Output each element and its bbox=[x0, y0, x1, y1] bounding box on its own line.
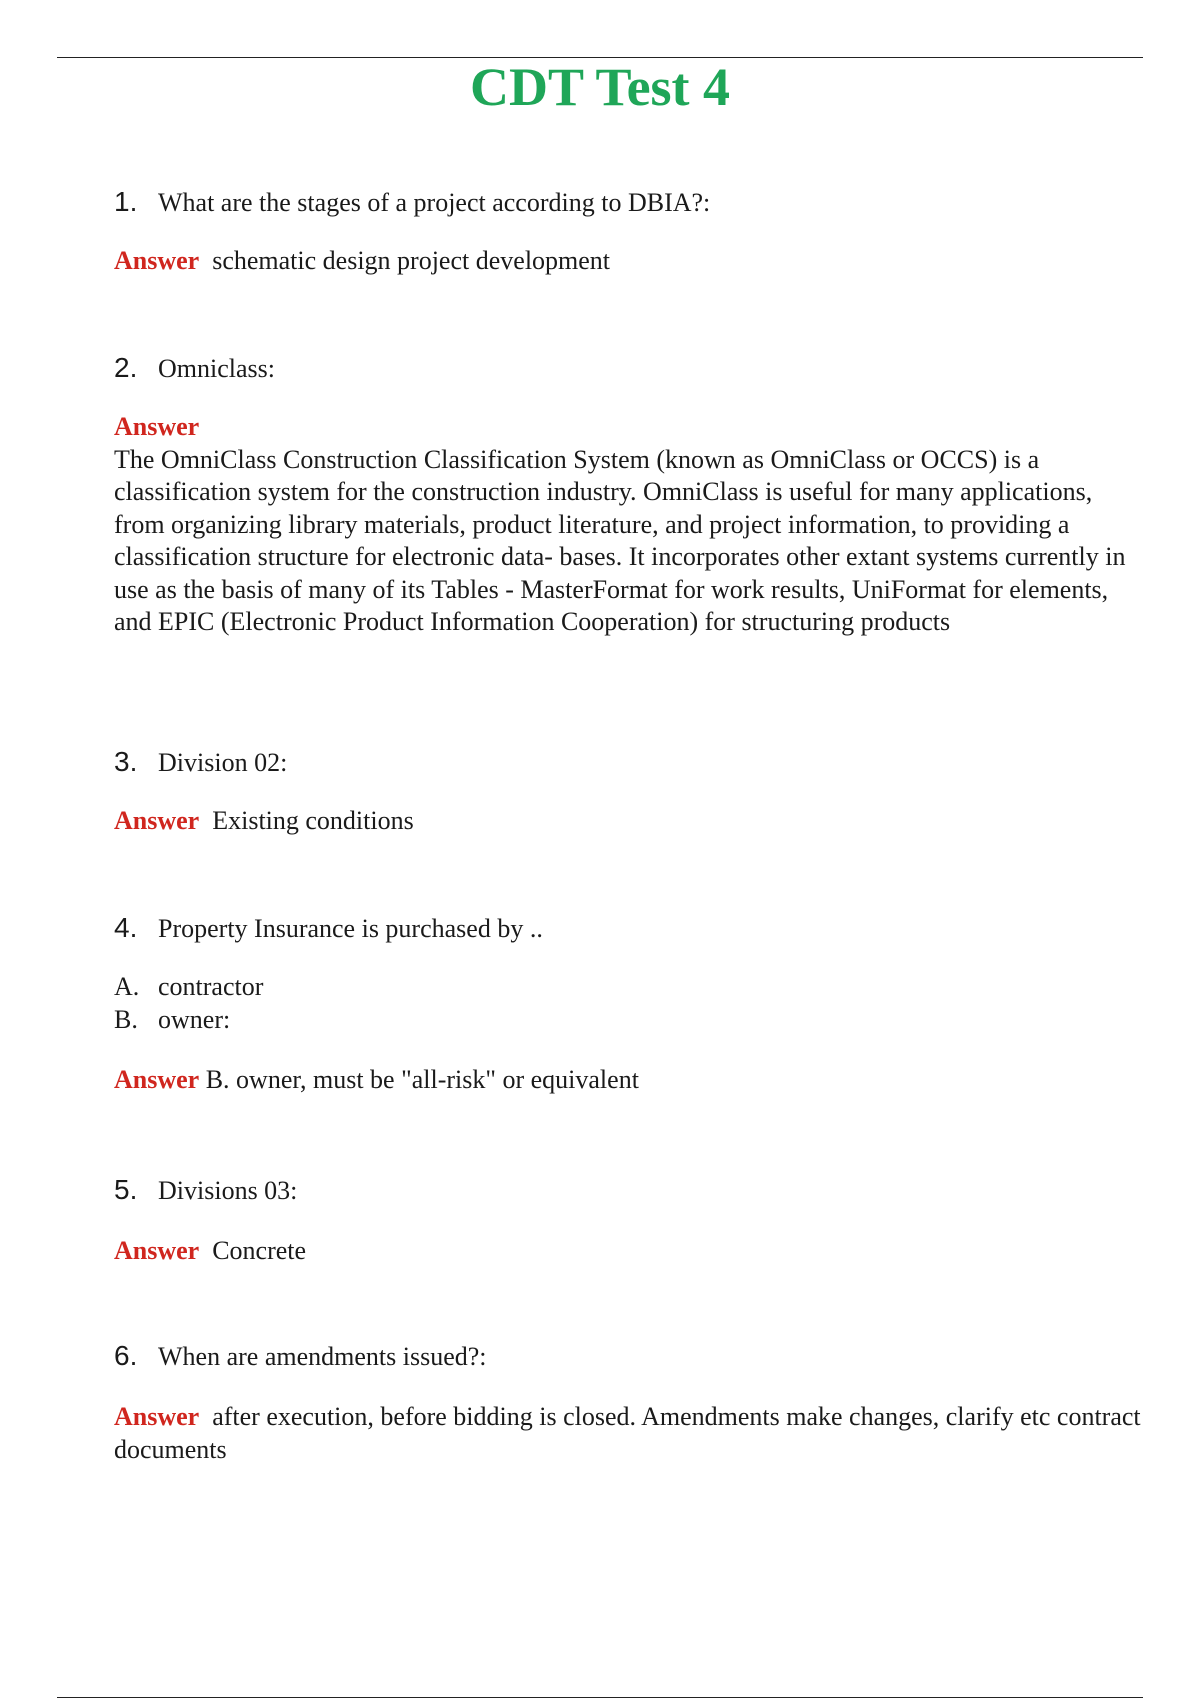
question-text: Divisions 03: bbox=[158, 1176, 298, 1205]
answer-text: Existing conditions bbox=[212, 806, 414, 835]
answer-3 bbox=[114, 805, 1144, 838]
question-3-prompt bbox=[114, 746, 1144, 779]
question-2 bbox=[114, 352, 1144, 639]
question-text: Property Insurance is purchased by .. bbox=[158, 914, 543, 943]
answer-4 bbox=[114, 1064, 1144, 1097]
answer-2 bbox=[114, 411, 1144, 639]
question-number: 6. bbox=[114, 1340, 138, 1371]
question-6-prompt bbox=[114, 1340, 1144, 1373]
answer-6 bbox=[114, 1401, 1144, 1466]
question-1 bbox=[114, 186, 1144, 278]
question-4 bbox=[114, 912, 1144, 1097]
option-b bbox=[114, 1004, 1144, 1037]
question-number: 4. bbox=[114, 912, 138, 943]
bottom-rule bbox=[57, 1697, 1143, 1698]
answer-text: Concrete bbox=[212, 1236, 307, 1265]
answer-text: B. owner, must be "all-risk" or equivalent bbox=[205, 1065, 639, 1094]
question-5-prompt bbox=[114, 1174, 1144, 1207]
option-text: contractor bbox=[158, 972, 264, 1001]
option-a bbox=[114, 971, 1144, 1004]
question-number: 5. bbox=[114, 1174, 138, 1205]
question-1-prompt bbox=[114, 186, 1144, 219]
answer-text: The OmniClass Construction Classification System (known as OmniClass or OCCS) is a classification system for the construction industry. OmniClass is useful for many applications, from organizing library materials, product literature, and project information, to providing a classification structure for electronic data- bases. It incorporates other extant systems currently in use as the basis of many of its Tables - MasterFormat for work results, UniFormat for elements, and EPIC (Electronic Product Information Cooperation) for structuring products bbox=[114, 444, 1126, 636]
question-2-prompt bbox=[114, 352, 1144, 385]
question-3 bbox=[114, 746, 1144, 838]
option-letter: B. bbox=[114, 1004, 138, 1034]
question-number: 2. bbox=[114, 352, 138, 383]
question-text: Omniclass: bbox=[158, 354, 275, 383]
answer-label: Answer bbox=[114, 246, 200, 275]
answer-1 bbox=[114, 245, 1144, 278]
answer-5 bbox=[114, 1235, 1144, 1268]
answer-label: Answer bbox=[114, 1236, 200, 1265]
answer-label: Answer bbox=[114, 412, 200, 441]
page-title: CDT Test 4 bbox=[469, 57, 731, 117]
answer-text: after execution, before bidding is closed. Amendments make changes, clarify etc contract documents bbox=[114, 1402, 1141, 1464]
answer-text: schematic design project development bbox=[212, 246, 611, 275]
answer-options bbox=[114, 971, 1144, 1036]
question-4-prompt bbox=[114, 912, 1144, 945]
question-6 bbox=[114, 1340, 1144, 1466]
question-number: 1. bbox=[114, 186, 138, 217]
option-text: owner: bbox=[158, 1004, 231, 1034]
option-letter: A. bbox=[114, 972, 140, 1001]
question-text: When are amendments issued?: bbox=[158, 1342, 487, 1371]
question-number: 3. bbox=[114, 746, 138, 777]
answer-label: Answer bbox=[114, 1402, 200, 1431]
answer-label: Answer bbox=[114, 806, 200, 835]
question-text: What are the stages of a project according to DBIA?: bbox=[158, 188, 711, 217]
question-text: Division 02: bbox=[158, 748, 288, 777]
answer-label: Answer bbox=[114, 1065, 200, 1094]
question-5 bbox=[114, 1174, 1144, 1268]
